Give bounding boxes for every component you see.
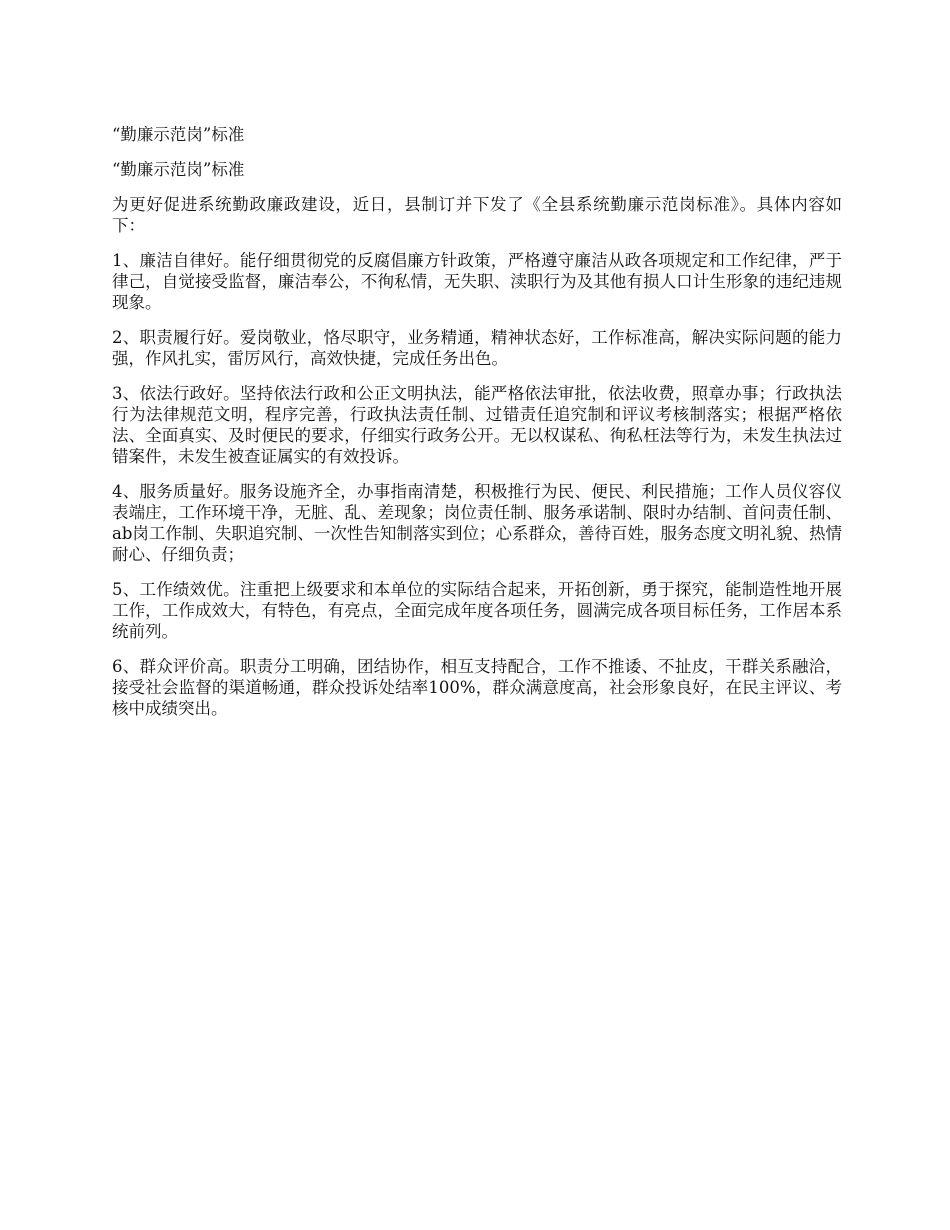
document-subtitle: “勤廉示范岗”标准 [112, 160, 245, 179]
standard-item-4: 4、服务质量好。服务设施齐全，办事指南清楚，积极推行为民、便民、利民措施；工作人员仪容仪表端庄，工作环境干净，无脏、乱、差现象；岗位责任制、服务承诺制、限时办结制、首问责任制、ab岗工作制、失职追究制、一次性告知制落实到位；心系群众，善待百姓，服务态度文明礼貌、热情耐心、仔细负责； [112, 482, 842, 564]
standard-item-2: 2、职责履行好。爱岗敬业，恪尽职守，业务精通，精神状态好，工作标准高，解决实际问题的能力强，作风扎实，雷厉风行，高效快捷，完成任务出色。 [112, 328, 842, 368]
standard-item-5: 5、工作绩效优。注重把上级要求和本单位的实际结合起来，开拓创新，勇于探究，能制造性地开展工作，工作成效大，有特色，有亮点，全面完成年度各项任务，圆满完成各项目标任务，工作居本系统前列。 [112, 580, 842, 641]
document-title: “勤廉示范岗”标准 [112, 125, 245, 144]
standard-item-3: 3、依法行政好。坚持依法行政和公正文明执法，能严格依法审批，依法收费，照章办事；行政执法行为法律规范文明，程序完善，行政执法责任制、过错责任追究制和评议考核制落实；根据严格依法、全面真实、及时便民的要求，仔细实行政务公开。无以权谋私、徇私枉法等行为，未发生执法过错案件，未发生被查证属实的有效投诉。 [112, 384, 842, 466]
intro-paragraph: 为更好促进系统勤政廉政建设，近日，县制订并下发了《全县系统勤廉示范岗标准》。具体内容如下： [112, 195, 842, 235]
document-body [112, 124, 842, 733]
standard-item-6: 6、群众评价高。职责分工明确，团结协作，相互支持配合，工作不推诿、不扯皮，干群关系融洽，接受社会监督的渠道畅通，群众投诉处结率100%，群众满意度高，社会形象良好，在民主评议、考核中成绩突出。 [112, 657, 842, 718]
standard-item-1: 1、廉洁自律好。能仔细贯彻党的反腐倡廉方针政策，严格遵守廉洁从政各项规定和工作纪律，严于律己，自觉接受监督，廉洁奉公，不徇私情，无失职、渎职行为及其他有损人口计生形象的违纪违规现象。 [112, 251, 842, 312]
